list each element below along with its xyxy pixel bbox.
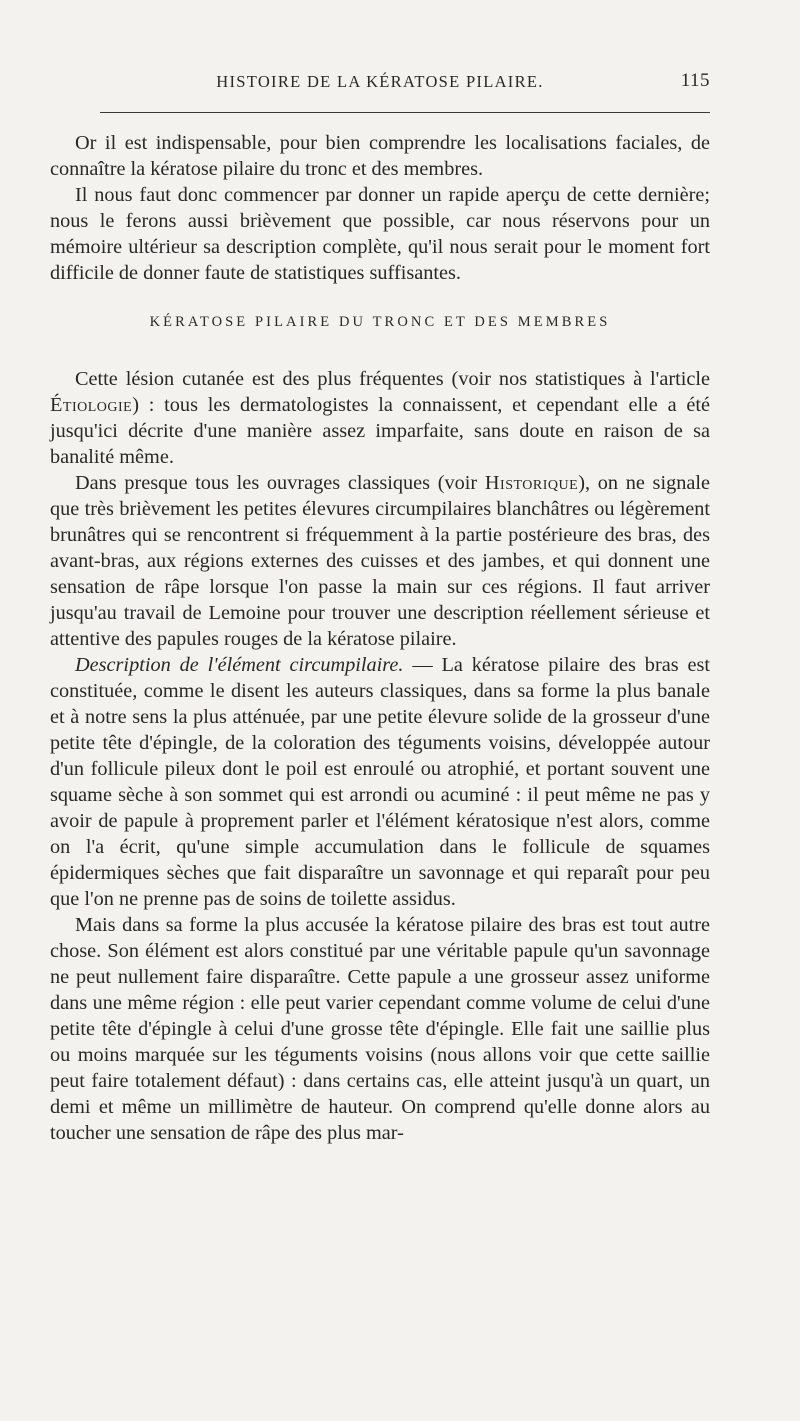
- header-rule: [100, 112, 710, 113]
- paragraph-4-text-before: Dans presque tous les ouvrages classiques (voir: [75, 472, 485, 494]
- section-heading: KÉRATOSE PILAIRE DU TRONC ET DES MEMBRES: [149, 314, 611, 330]
- page-header: [50, 72, 710, 102]
- body-text: [50, 130, 710, 1146]
- etiologie-reference: Étiologie: [50, 394, 133, 416]
- running-title: HISTOIRE DE LA KÉRATOSE PILAIRE.: [216, 72, 544, 91]
- paragraph-4: [50, 470, 710, 652]
- paragraph-3-text-after: ) : tous les dermatologistes la connaissent, et cependant elle a été jusqu'ici décrite d'une manière assez imparfaite, sans doute en raison de sa banalité même.: [50, 394, 710, 468]
- page-number: 115: [680, 70, 710, 91]
- paragraph-4-text-after: ), on ne signale que très brièvement les petites élevures circumpilaires blanchâtres ou légèrement brunâtres qui se rencontrent si fréquemment à la partie postérieure des bras, des avant-bras, aux régions externes des cuisses et des jambes, et qui donnent une sensation de râpe lorsque l'on passe la main sur ces régions. Il faut arriver jusqu'au travail de Lemoine pour trouver une description réellement sérieuse et attentive des papules rouges de la kératose pilaire.: [50, 472, 710, 650]
- paragraph-3-text-before: Cette lésion cutanée est des plus fréquentes (voir nos statistiques à l'article: [75, 368, 710, 390]
- paragraph-5: [50, 652, 710, 912]
- paragraph-6: Mais dans sa forme la plus accusée la kératose pilaire des bras est tout autre chose. Son élément est alors constitué par une véritable papule qu'un savonnage ne peut nullement faire disparaître. Cette papule a une grosseur assez uniforme dans une même région : elle peut varier cependant comme volume de celui d'une petite tête d'épingle à celui d'une grosse tête d'épingle. Elle fait une saillie plus ou moins marquée sur les téguments voisins (nous allons voir que cette saillie peut faire totalement défaut) : dans certains cas, elle atteint jusqu'à un quart, un demi et même un millimètre de hauteur. On comprend qu'elle donne alors au toucher une sensation de râpe des plus mar-: [50, 914, 710, 1144]
- paragraph-3: [50, 366, 710, 470]
- paragraph-2: Il nous faut donc commencer par donner un rapide aperçu de cette dernière; nous le ferons aussi brièvement que possible, car nous réservons pour un mémoire ultérieur sa description complète, qu'il nous serait pour le moment fort difficile de donner faute de statistiques suffisantes.: [50, 184, 710, 284]
- paragraph-5-text: — La kératose pilaire des bras est constituée, comme le disent les auteurs classiques, dans sa forme la plus banale et à notre sens la plus atténuée, par une petite élevure solide de la grosseur d'une petite tête d'épingle, de la coloration des téguments voisins, développée autour d'un follicule pileux dont le poil est enroulé ou atrophié, et portant souvent une squame sèche à son sommet qui est arrondi ou acuminé : il peut même ne pas y avoir de papule à proprement parler et l'élément kératosique n'est alors, comme on l'a écrit, qu'une simple accumulation dans le follicule de squames épidermiques sèches que fait disparaître un savonnage et qui reparaît pour peu que l'on ne prenne pas de soins de toilette assidus.: [50, 654, 710, 910]
- historique-reference: Historique: [484, 472, 579, 494]
- subsection-title: Description de l'élément circumpilaire.: [75, 654, 404, 676]
- paragraph-1: Or il est indispensable, pour bien comprendre les localisations faciales, de connaître la kératose pilaire du tronc et des membres.: [50, 132, 710, 180]
